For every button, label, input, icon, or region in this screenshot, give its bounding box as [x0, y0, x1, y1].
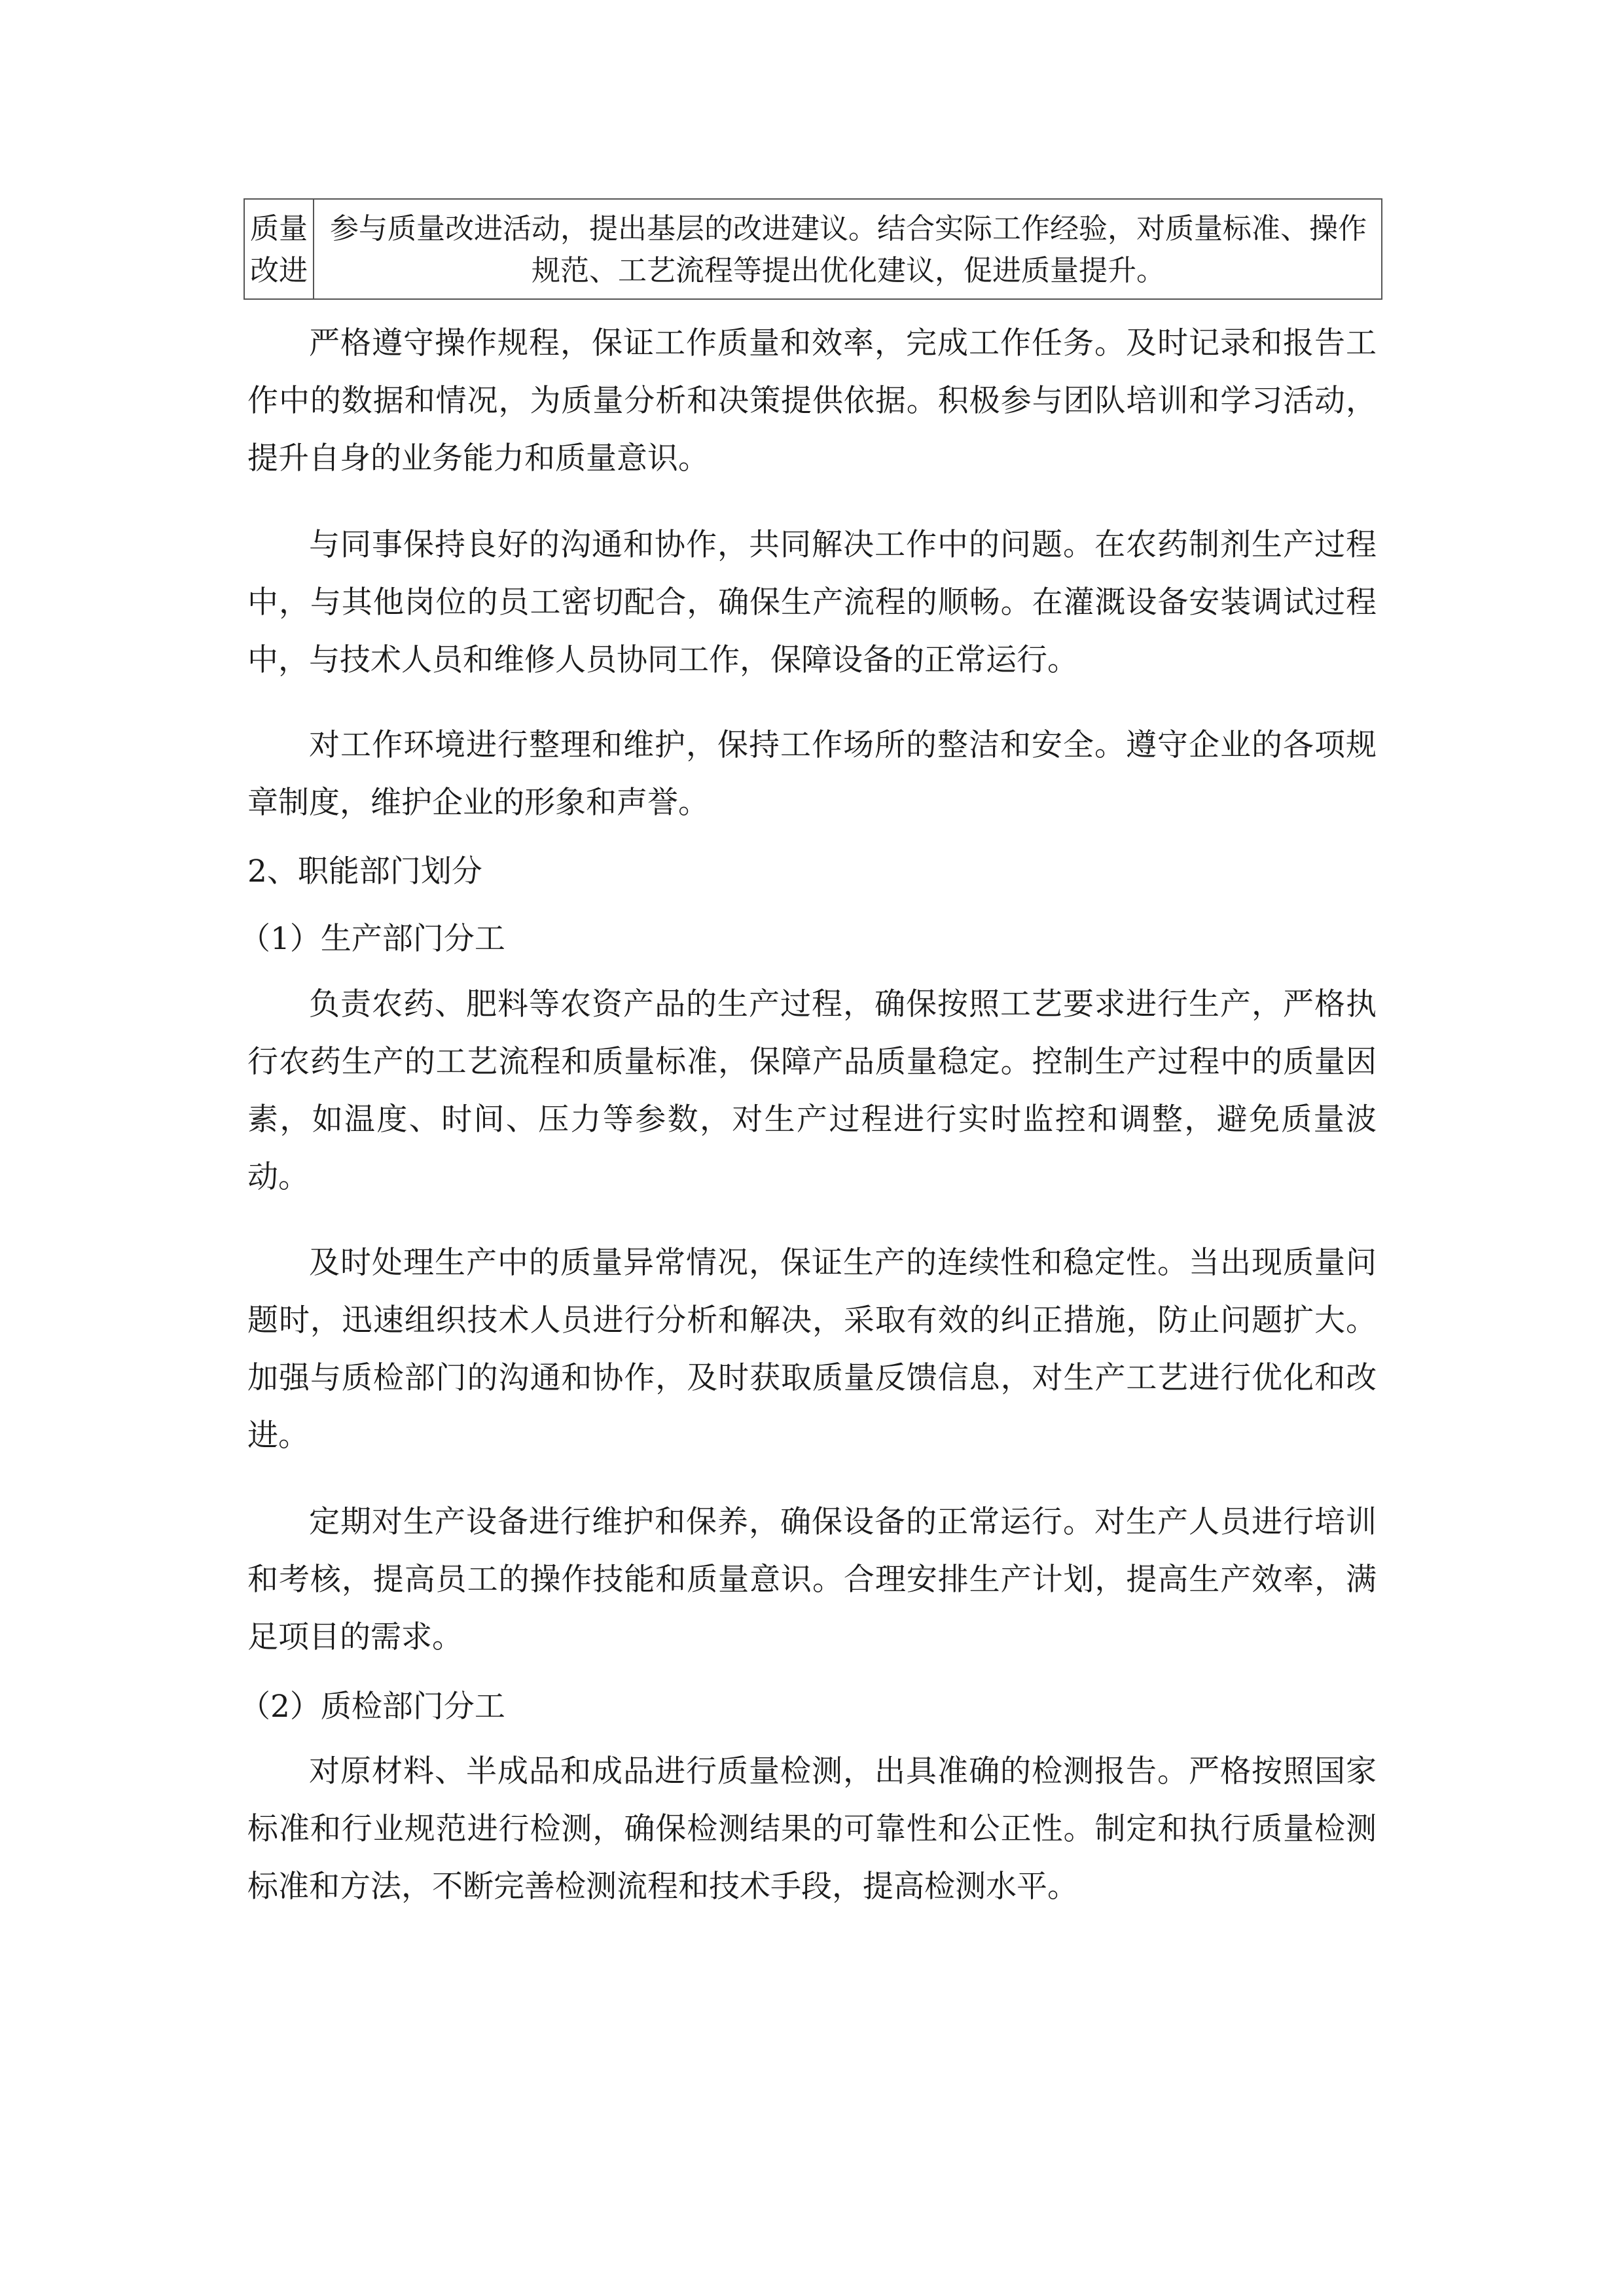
subsection-heading-quality-inspection: （2）质检部门分工	[240, 1689, 505, 1725]
table-row-content: 参与质量改进活动，提出基层的改进建议。结合实际工作经验，对质量标准、操作规范、工艺流程等提出优化建议，促进质量提升。	[314, 199, 1382, 299]
paragraph-quality-inspection: 对原材料、半成品和成品进行质量检测，出具准确的检测报告。严格按照国家标准和行业规范进行检测，确保检测结果的可靠性和公正性。制定和执行质量检测标准和方法，不断完善检测流程和技术手段，提高检测水平。	[247, 1753, 1377, 1905]
paragraph-work-rules: 严格遵守操作规程，保证工作质量和效率，完成工作任务。及时记录和报告工作中的数据和情况，为质量分析和决策提供依据。积极参与团队培训和学习活动，提升自身的业务能力和质量意识。	[247, 325, 1377, 476]
paragraph-environment: 对工作环境进行整理和维护，保持工作场所的整洁和安全。遵守企业的各项规章制度，维护企业的形象和声誉。	[247, 727, 1377, 821]
paragraph-production-equipment: 定期对生产设备进行维护和保养，确保设备的正常运行。对生产人员进行培训和考核，提高员工的操作技能和质量意识。合理安排生产计划，提高生产效率，满足项目的需求。	[247, 1504, 1377, 1655]
paragraph-production-exceptions: 及时处理生产中的质量异常情况，保证生产的连续性和稳定性。当出现质量问题时，迅速组织技术人员进行分析和解决，采取有效的纠正措施，防止问题扩大。加强与质检部门的沟通和协作，及时获取质量反馈信息，对生产工艺进行优化和改进。	[247, 1245, 1377, 1454]
subsection-heading-production: （1）生产部门分工	[240, 921, 505, 957]
table-row-label: 质量改进	[244, 199, 314, 299]
paragraph-cooperation: 与同事保持良好的沟通和协作，共同解决工作中的问题。在农药制剂生产过程中，与其他岗位的员工密切配合，确保生产流程的顺畅。在灌溉设备安装调试过程中，与技术人员和维修人员协同工作，保障设备的正常运行。	[247, 527, 1377, 678]
section-heading: 2、职能部门划分	[247, 853, 482, 889]
table-row	[244, 199, 1382, 299]
paragraph-production-process: 负责农药、肥料等农资产品的生产过程，确保按照工艺要求进行生产，严格执行农药生产的工艺流程和质量标准，保障产品质量稳定。控制生产过程中的质量因素，如温度、时间、压力等参数，对生产过程进行实时监控和调整，避免质量波动。	[247, 986, 1377, 1195]
quality-duty-table	[244, 198, 1382, 300]
